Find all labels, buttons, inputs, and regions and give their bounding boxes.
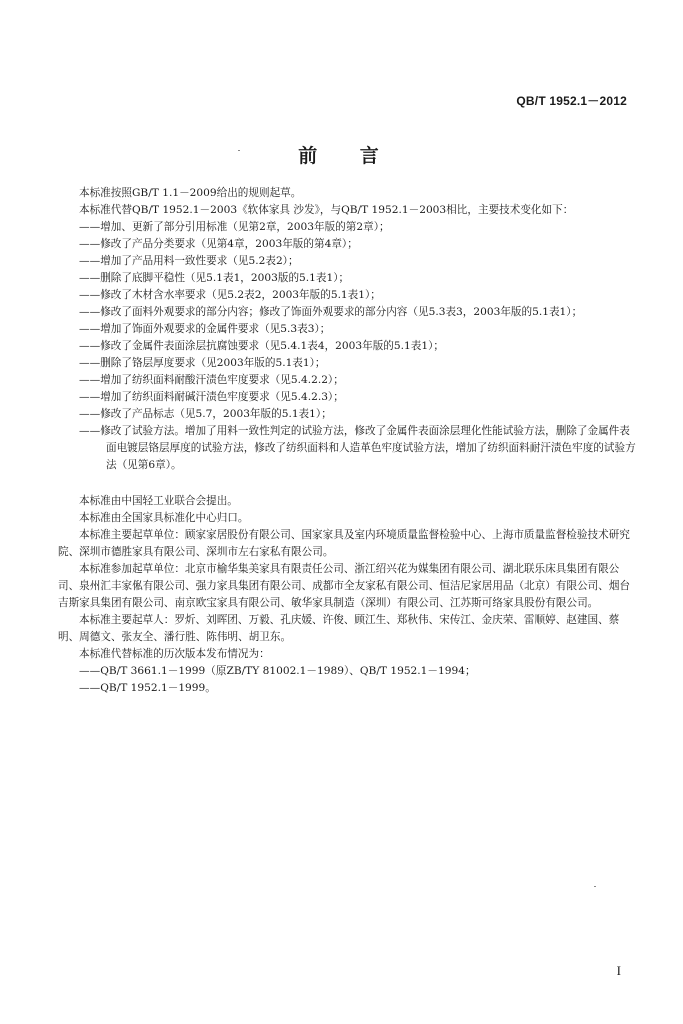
list-item: ——修改了面料外观要求的部分内容；修改了饰面外观要求的部分内容（见5.3表3，2003年版的5.1表1）； [79, 306, 583, 318]
paragraph: 本标准按照GB/T 1.1－2009给出的规则起草。 [79, 187, 302, 199]
page-number: I [616, 963, 621, 978]
list-item: ——修改了产品分类要求（见第4章，2003年版的第4章）； [79, 238, 358, 250]
list-item: ——增加了纺织面料耐碱汗渍色牢度要求（见5.4.2.3）； [79, 391, 344, 403]
list-item: ——修改了产品标志（见5.7，2003年版的5.1表1）； [79, 408, 332, 420]
document-body [58, 185, 638, 697]
paragraph: 本标准代替标准的历次版本发布情况为： [79, 648, 270, 660]
list-item: ——删除了底脚平稳性（见5.1表1，2003版的5.1表1）； [79, 272, 350, 284]
paragraph: 本标准代替QB/T 1952.1－2003《软体家具 沙发》，与QB/T 1952.1－2003相比，主要技术变化如下： [79, 204, 574, 216]
scan-speck [238, 150, 240, 151]
list-item: ——QB/T 1952.1－1999。 [79, 682, 216, 694]
list-item: ——增加了纺织面料耐酸汗渍色牢度要求（见5.4.2.2）； [79, 374, 344, 386]
list-item: ——删除了铬层厚度要求（见2003年版的5.1表1）； [79, 357, 326, 369]
scan-speck [594, 886, 596, 887]
list-item: ——增加了饰面外观要求的金属件要求（见5.3表3）； [79, 323, 331, 335]
page-title: 前 言 [298, 145, 397, 167]
paragraph: 本标准参加起草单位：北京市榆华集美家具有限责任公司、浙江绍兴花为媒集团有限公司、湖北联乐床具集团有限公司、泉州汇丰家俬有限公司、强力家具集团有限公司、成都市全友家私有限公司、恒洁尼家居用品（北京）有限公司、烟台吉斯家具集团有限公司、南京欧宝家具有限公司、敏华家具制造（深圳）有限公司、江苏斯可络家具股份有限公司。 [58, 563, 631, 609]
paragraph: 本标准由全国家具标准化中心归口。 [79, 512, 249, 524]
list-item: ——修改了木材含水率要求（见5.2表2，2003年版的5.1表1）； [79, 289, 381, 301]
history-list [58, 663, 638, 697]
paragraph: 本标准主要起草单位：顾家家居股份有限公司、国家家具及室内环境质量监督检验中心、上海市质量监督检验技术研究院、深圳市德胜家具有限公司、深圳市左右家私有限公司。 [58, 529, 630, 558]
list-item: ——修改了金属件表面涂层抗腐蚀要求（见5.4.1表4，2003年版的5.1表1）； [79, 340, 444, 352]
list-item: ——修改了试验方法。增加了用料一致性判定的试验方法，修改了金属件表面涂层理化性能试验方法，删除了金属件表面电镀层铬层厚度的试验方法，修改了纺织面料和人造革色牢度试验方法，增加了纺织面料耐汗渍色牢度的试验方法（见第6章）。 [79, 425, 636, 471]
list-item: ——QB/T 3661.1－1999（原ZB/TY 81002.1－1989）、QB/T 1952.1－1994； [79, 665, 476, 677]
changes-list [58, 219, 638, 474]
list-item: ——增加了产品用料一致性要求（见5.2表2）； [79, 255, 299, 267]
standard-code: QB/T 1952.1－2012 [516, 94, 627, 108]
list-item: ——增加、更新了部分引用标准（见第2章，2003年版的第2章）； [79, 221, 390, 233]
paragraph: 本标准主要起草人：罗炘、刘晖团、万毅、孔庆媛、许俊、顾江生、郑秋伟、宋传江、金庆荣、雷顺婷、赵建国、蔡明、周德文、张友全、潘行胜、陈伟明、胡卫东。 [58, 614, 620, 643]
paragraph: 本标准由中国轻工业联合会提出。 [79, 495, 238, 507]
